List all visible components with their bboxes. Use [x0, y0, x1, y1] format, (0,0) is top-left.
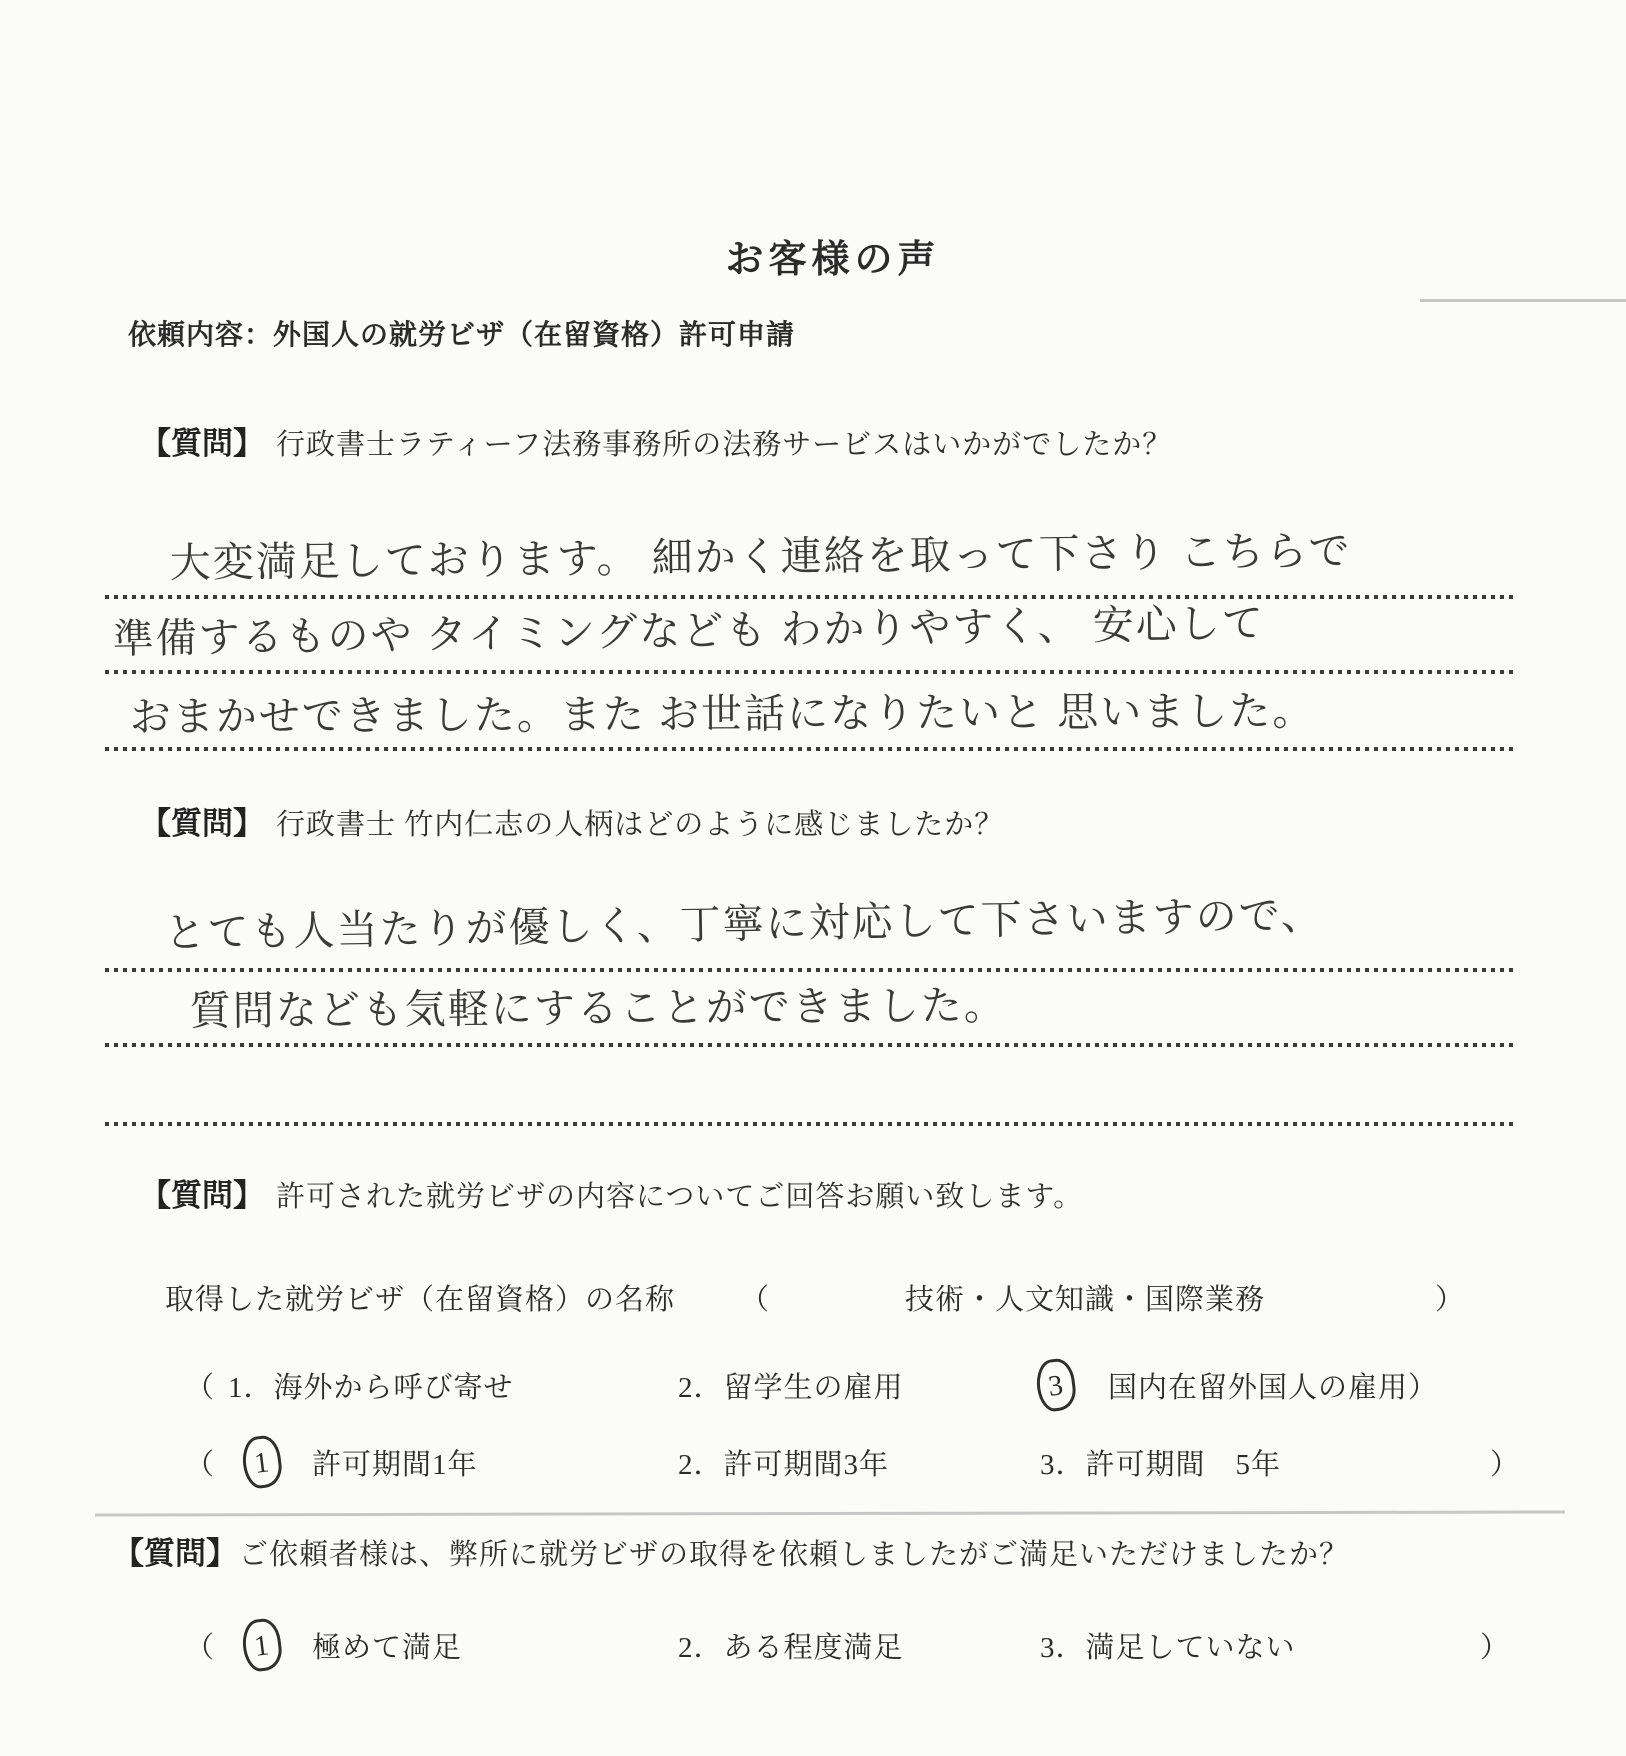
handwritten-answer-q1-line2: 準備するものや タイミングなども わかりやすく、 安心して: [112, 599, 1266, 663]
question-3-label: 【質問】: [140, 1178, 264, 1213]
ruled-dotted-line: [105, 747, 1517, 751]
question-4-text: ご依頼者様は、弊所に就労ビザの取得を依頼しましたがご満足いただけましたか？: [239, 1539, 1350, 1571]
visa-name-label: 取得した就労ビザ（在留資格）の名称: [165, 1284, 676, 1316]
ruled-dotted-line: [105, 1122, 1517, 1126]
question-4-label: 【質問】: [113, 1536, 237, 1571]
option-somewhat-satisfied: 2．ある程度満足: [678, 1632, 904, 1664]
scan-artifact-line: [1420, 299, 1626, 302]
question-3-text: 許可された就労ビザの内容についてご回答お願い致します。: [276, 1181, 1084, 1213]
circled-number-3: 3: [1034, 1357, 1078, 1413]
question-3: [140, 1170, 1083, 1215]
option-row-satisfaction: [0, 1625, 1626, 1695]
close-paren: ）: [1490, 1449, 1521, 1481]
option-period-1year: 許可期間1年: [312, 1449, 478, 1481]
handwritten-answer-q1-line3: おまかせできました。また お世話になりたいと 思いました。: [129, 687, 1316, 741]
option-foreign-student: 2．留学生の雇用: [678, 1372, 904, 1404]
close-paren: ）: [1480, 1632, 1511, 1664]
option-row-permit-period: [0, 1442, 1626, 1512]
circled-number-1: 1: [240, 1434, 284, 1490]
open-paren: （: [185, 1632, 216, 1664]
page-title: お客様の声: [725, 239, 941, 281]
open-paren: （: [740, 1284, 771, 1316]
ruled-dotted-line: [105, 670, 1517, 674]
visa-name-value: 技術・人文知識・国際業務: [905, 1284, 1266, 1316]
option-extremely-satisfied: 極めて満足: [312, 1632, 463, 1664]
circled-number-1: 1: [240, 1617, 284, 1673]
option-row-hiring-type: [0, 1365, 1626, 1435]
close-paren: ）: [1435, 1284, 1466, 1316]
question-2: [140, 798, 1004, 843]
option-period-3year: 2．許可期間3年: [678, 1449, 890, 1481]
option-overseas: 1．海外から呼び寄せ: [228, 1372, 514, 1404]
open-paren: （: [185, 1449, 216, 1481]
handwritten-answer-q2-line1: とても人当たりが優しく、丁寧に対応して下さいますので、: [164, 891, 1325, 957]
question-1: [140, 418, 1172, 463]
visa-name-row: [0, 1277, 1626, 1337]
question-4: [113, 1528, 1349, 1573]
request-line: 依頼内容：外国人の就労ビザ（在留資格）許可申請: [128, 319, 796, 350]
question-1-label: 【質問】: [140, 426, 264, 461]
open-paren: （: [185, 1372, 216, 1404]
option-not-satisfied: 3．満足していない: [1040, 1632, 1296, 1664]
question-1-text: 行政書士ラティーフ法務事務所の法務サービスはいかがでしたか？: [276, 429, 1173, 461]
option-domestic-foreigner: 国内在留外国人の雇用）: [1108, 1372, 1439, 1404]
ruled-dotted-line: [105, 968, 1517, 972]
ruled-dotted-line: [105, 1043, 1517, 1047]
question-2-text: 行政書士 竹内仁志の人柄はどのように感じましたか？: [276, 809, 1005, 841]
handwritten-answer-q2-line2: 質問なども気軽にすることができました。: [189, 982, 1007, 1035]
question-2-label: 【質問】: [140, 806, 264, 841]
option-period-5year: 3．許可期間 5年: [1040, 1449, 1282, 1481]
handwritten-answer-q1-line1: 大変満足しております。 細かく連絡を取って下さり こちらで: [169, 527, 1352, 587]
